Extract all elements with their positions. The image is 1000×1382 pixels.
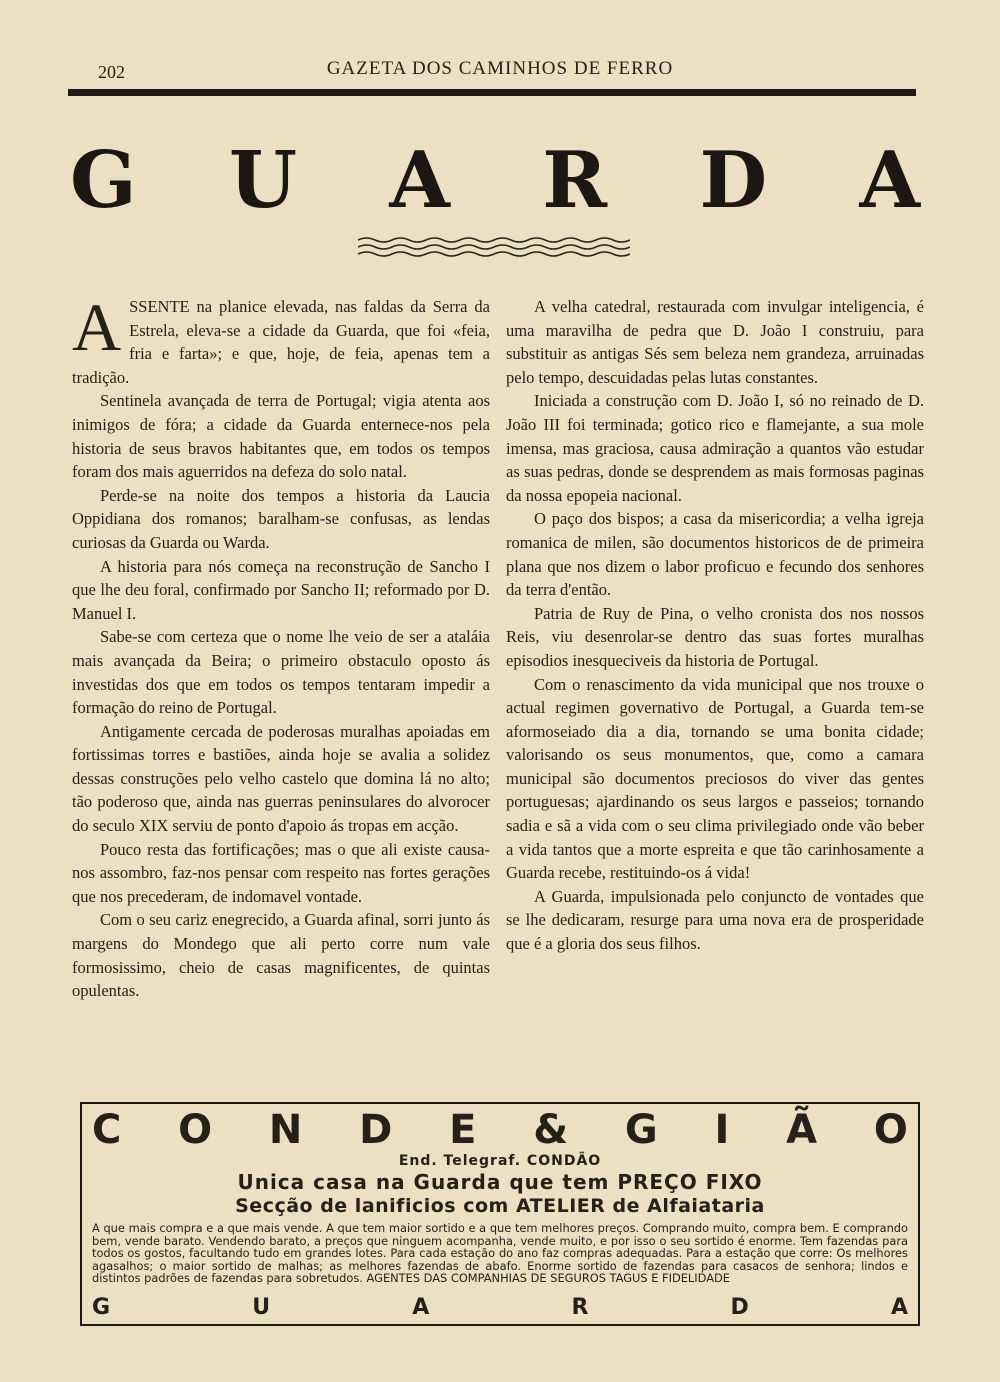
ad-headline: Unica casa na Guarda que tem PREÇO FIXO: [237, 1170, 763, 1194]
paragraph: O paço dos bispos; a casa da misericordia; a velha igreja romanica de milen, são documentos historicos de de primeira plana que nos dizem o labor proficuo e fecundo dos senhores da terra d'então.: [506, 509, 924, 600]
advertisement-box: [80, 1102, 920, 1326]
paragraph: A historia para nós começa na reconstrução de Sancho I que lhe deu foral, confirmado por Sancho II; reformado por D. Manuel I.: [72, 556, 490, 623]
paragraph: Sabe-se com certeza que o nome lhe veio de ser a ataláia mais avançada da Beira; o primeiro obstaculo oposto ás investidas dos que em todos os tempos tentaram impedir a formação do reino de Portugal.: [72, 627, 490, 718]
ad-name-letter: G: [624, 1107, 658, 1153]
paragraph: A velha catedral, restaurada com invulgar inteligencia, é uma maravilha de pedra que D. João I construiu, para substituir as antigas Sés sem beleza nem grandeza, arruinadas pelo tempo, descuidadas pelas lutas constantes.: [506, 297, 924, 387]
article-title: [70, 134, 920, 226]
ad-footer-letter: A: [890, 1295, 908, 1320]
page-number: 202: [98, 62, 125, 82]
paragraph: Pouco resta das fortificações; mas o que ali existe causa-nos assombro, faz-nos pensar com respeito nas fortes gerações que nos precederam, de indomavel vontade.: [72, 839, 490, 906]
paragraph: A Guarda, impulsionada pelo conjuncto de vontades que se lhe dedicaram, resurge para uma nova era de prosperidade que é a gloria dos seus filhos.: [506, 886, 924, 954]
paragraph: Perde-se na noite dos tempos a historia da Laucia Oppidiana dos romanos; baralham-se confusas, as lendas curiosas da Guarda ou Warda.: [72, 485, 490, 552]
title-letter: D: [699, 134, 768, 226]
paragraph: Iniciada a construção com D. João I, só no reinado de D. João III foi terminada; gotico rico e flamejante, a sua mole imensa, mas graciosa, causa admiração a quantos vão estudar as suas pedras, donde se desprendem as mais formosas paginas da nossa epopeia nacional.: [506, 391, 924, 505]
title-letter: A: [389, 134, 450, 226]
ad-name-letter: D: [359, 1107, 393, 1153]
title-letter: A: [859, 134, 920, 226]
ad-footer-letter: R: [571, 1295, 589, 1320]
ad-name-letter: I: [714, 1107, 730, 1153]
ad-name-letter: E: [449, 1107, 477, 1153]
paragraph: Com o seu cariz enegrecido, a Guarda afinal, sorri junto ás margens do Mondego que ali perto corre num vale formosissimo, cheio de casas magnificentes, de quintas opulentas.: [72, 910, 490, 1001]
ad-footer-city: [92, 1295, 908, 1320]
ad-business-name: [92, 1108, 908, 1152]
ad-body-text: A que mais compra e a que mais vende. A que tem maior sortido e a que tem melhores preços. Comprando muito, compra bem. E comprando bem, vende barato. Vendendo barato, a preços que ninguem acompanha, vende muito, e por isso o seu sortido é enorme. Tem fazendas para todos os gostos, facultando tudo em grandes lotes. Para cada estação do ano faz compras adequadas. Para a estação que corre: Os melhores agasalhos; o maior sortido de malhas; as melhores fazendas de abafo. Enorme sortido de fazendas para casacos de senhora; lindos e distintos padrões de fazendas para sobretudos. AGENTES DAS COMPANHIAS DE SEGUROS TAGUS E FIDELIDADE: [92, 1221, 908, 1286]
title-letter: R: [542, 134, 608, 226]
paragraph: [72, 289, 490, 389]
ad-name-letter: N: [268, 1107, 303, 1153]
ad-footer-letter: D: [730, 1295, 749, 1320]
right-column: [506, 295, 924, 956]
ad-name-letter: Ã: [786, 1107, 818, 1153]
drop-cap: A: [72, 289, 122, 365]
ad-footer-letter: G: [92, 1295, 111, 1320]
title-letter: U: [228, 134, 298, 226]
ad-footer-letter: A: [412, 1295, 430, 1320]
ad-footer-letter: U: [252, 1295, 271, 1320]
paragraph: Com o renascimento da vida municipal que nos trouxe o actual regimen governativo de Portugal, a Guarda tem-se aformoseiado dia a dia, tornando se uma bonita cidade; valorisando os seus monumentos, que, como a camara municipal são documentos preciosos do viver das gentes portuguesas; ajardinando os seus largos e passeios; tornando sadia e sã a vida com o seu clima privilegiado onde vão beber a vida tantos que a morte espreita e que tão carinhosamente a Guarda recebe, restituindo-os á vida!: [506, 674, 924, 883]
paragraph: Sentinela avançada de terra de Portugal; vigia atenta aos inimigos de fóra; a cidade da Guarda enternece-nos pela historia de seus bravos habitantes que, em todos os tempos foram dos mais aguerridos na defeza do solo natal.: [72, 391, 490, 482]
ad-name-letter: O: [178, 1107, 213, 1153]
ad-name-letter: C: [92, 1107, 122, 1153]
ad-name-letter: O: [873, 1107, 908, 1153]
paragraph-text: SSENTE na planice elevada, nas faldas da Serra da Estrela, eleva-se a cidade da Guarda, que foi «feia, fria e farta»; e que, hoje, de feia, apenas tem a tradição.: [72, 297, 490, 387]
header-rule: [68, 89, 916, 96]
ad-name-letter: &: [533, 1107, 569, 1153]
left-column: [72, 289, 490, 1003]
ad-subheadline: Secção de lanificios com ATELIER de Alfaiataria: [235, 1195, 765, 1217]
wavy-ornament: [358, 236, 630, 258]
running-head: GAZETA DOS CAMINHOS DE FERRO: [326, 58, 674, 79]
paragraph: Patria de Ruy de Pina, o velho cronista dos nos nossos Reis, viu desenrolar-se dentro das suas fortes muralhas episodios inesqueciveis da historia de Portugal.: [506, 603, 924, 670]
ad-telegraph: End. Telegraf. CONDÃO: [398, 1153, 602, 1169]
title-letter: G: [70, 134, 137, 226]
paragraph: Antigamente cercada de poderosas muralhas apoiadas em fortissimas torres e bastiões, ainda hoje se avalia a solidez dessas construções pelo velho castelo que domina lá no alto; tão poderoso que, ainda nas guerras peninsulares do alvorocer do seculo XIX serviu de ponto d'apoio ás tropas em acção.: [72, 721, 490, 836]
